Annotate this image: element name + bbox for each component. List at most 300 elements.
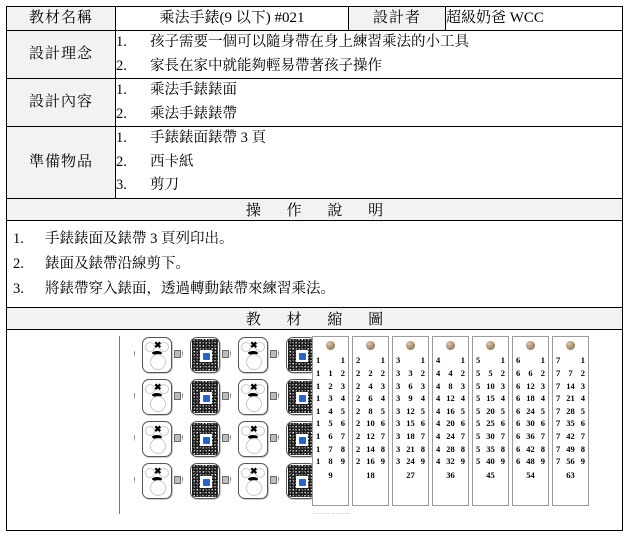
strip-multiplier: 5 bbox=[476, 431, 481, 442]
qr-center-logo-icon bbox=[296, 392, 308, 404]
strip-multiplier: 2 bbox=[356, 355, 361, 366]
strip-total: 63 bbox=[566, 469, 575, 480]
qr-center-logo-icon bbox=[200, 392, 212, 404]
strip-multiplicand: 5 bbox=[500, 405, 505, 416]
material-name-label: 教材名稱 bbox=[7, 7, 116, 31]
strip-row bbox=[553, 392, 588, 405]
strip-multiplier: 6 bbox=[516, 380, 521, 391]
strip-product: 35 bbox=[486, 443, 495, 454]
strip-multiplicand: 5 bbox=[580, 405, 585, 416]
strip-multiplicand: 1 bbox=[420, 355, 425, 366]
strip-multiplier: 4 bbox=[436, 431, 441, 442]
strip-multiplicand: 5 bbox=[460, 405, 465, 416]
strip-multiplier: 5 bbox=[476, 380, 481, 391]
strip-multiplier: 1 bbox=[316, 368, 321, 379]
strip-row bbox=[353, 405, 388, 418]
watch-face-plain bbox=[238, 463, 268, 499]
content-value bbox=[116, 79, 623, 127]
strip-row bbox=[353, 443, 388, 456]
strip-multiplicand: 6 bbox=[540, 418, 545, 429]
strip-row bbox=[433, 392, 468, 405]
list-item-text: 家長在家中就能夠輕易帶著孩子操作 bbox=[150, 57, 382, 74]
strap-bead-icon bbox=[326, 341, 335, 350]
watch-buckle-icon bbox=[174, 392, 181, 400]
strip-product: 14 bbox=[366, 443, 375, 454]
strap-bead-icon bbox=[446, 341, 455, 350]
strip-row bbox=[353, 380, 388, 393]
strip-row bbox=[433, 455, 468, 468]
list-item bbox=[13, 227, 616, 252]
strip-row bbox=[473, 430, 508, 443]
strip-multiplier: 1 bbox=[316, 418, 321, 429]
strip-product: 6 bbox=[528, 368, 533, 379]
strip-total: 27 bbox=[406, 469, 415, 480]
list-item bbox=[13, 277, 616, 302]
strip-row bbox=[313, 354, 348, 367]
list-item-number: 1. bbox=[116, 82, 127, 99]
table-row-concept bbox=[7, 31, 623, 79]
watch-qr-thumbnail bbox=[182, 462, 226, 500]
strip-row bbox=[393, 455, 428, 468]
qr-center-logo-icon bbox=[296, 434, 308, 446]
strip-multiplicand: 9 bbox=[420, 456, 425, 467]
strip-multiplicand: 5 bbox=[340, 405, 345, 416]
strip-multiplicand: 2 bbox=[460, 368, 465, 379]
strip-product: 3 bbox=[408, 368, 413, 379]
list-item bbox=[116, 174, 622, 197]
strip-multiplier: 7 bbox=[556, 418, 561, 429]
strip-multiplicand: 7 bbox=[420, 431, 425, 442]
strip-product: 2 bbox=[328, 380, 333, 391]
watch-face-qr bbox=[190, 337, 220, 373]
strip-row bbox=[393, 443, 428, 456]
watch-face-sheet-preview bbox=[119, 336, 325, 514]
multiplication-strip bbox=[552, 336, 589, 506]
list-item-text: 手錶錶面錶帶 3 頁 bbox=[150, 130, 266, 147]
strip-multiplicand: 2 bbox=[500, 368, 505, 379]
list-item bbox=[116, 79, 622, 102]
strip-product: 3 bbox=[328, 393, 333, 404]
strip-multiplicand: 7 bbox=[380, 431, 385, 442]
strip-product: 12 bbox=[406, 405, 415, 416]
strip-multiplicand: 9 bbox=[580, 456, 585, 467]
strip-multiplicand: 8 bbox=[460, 443, 465, 454]
strip-multiplicand: 8 bbox=[580, 443, 585, 454]
strip-product: 6 bbox=[328, 431, 333, 442]
strip-product: 7 bbox=[328, 443, 333, 454]
table-row-instructions-header bbox=[7, 198, 623, 220]
strip-multiplier: 3 bbox=[396, 368, 401, 379]
strip-product: 7 bbox=[568, 368, 573, 379]
strip-row bbox=[313, 392, 348, 405]
strip-multiplier: 7 bbox=[556, 380, 561, 391]
strip-row bbox=[473, 380, 508, 393]
multiply-symbol-icon: ✖ bbox=[154, 382, 162, 393]
watch-dial-circle-icon bbox=[246, 354, 262, 370]
strip-multiplier: 7 bbox=[556, 405, 561, 416]
watch-face-thumbnail bbox=[134, 462, 178, 500]
strip-multiplicand: 3 bbox=[580, 380, 585, 391]
strip-row bbox=[553, 354, 588, 367]
multiply-symbol-icon: ✖ bbox=[154, 340, 162, 351]
table-row-content bbox=[7, 79, 623, 127]
strip-multiplier: 5 bbox=[476, 368, 481, 379]
strap-bead-icon bbox=[366, 341, 375, 350]
strip-row bbox=[313, 455, 348, 468]
strip-product: 6 bbox=[408, 380, 413, 391]
strip-row bbox=[353, 455, 388, 468]
strip-row bbox=[433, 430, 468, 443]
strip-multiplicand: 1 bbox=[500, 355, 505, 366]
thumbnail-body bbox=[7, 330, 623, 531]
watch-buckle-icon bbox=[270, 476, 277, 484]
strip-row bbox=[553, 430, 588, 443]
strip-product: 16 bbox=[446, 405, 455, 416]
strip-product: 15 bbox=[486, 393, 495, 404]
strip-multiplier: 1 bbox=[316, 380, 321, 391]
strip-product: 8 bbox=[368, 405, 373, 416]
list-item bbox=[116, 103, 622, 126]
watch-face-thumbnail bbox=[230, 378, 274, 416]
watch-row bbox=[134, 378, 325, 416]
strip-multiplier: 2 bbox=[356, 380, 361, 391]
strip-multiplicand: 3 bbox=[460, 380, 465, 391]
watch-row bbox=[134, 336, 325, 374]
strip-product: 56 bbox=[566, 456, 575, 467]
watch-dial-circle-icon bbox=[246, 480, 262, 496]
watch-buckle-icon bbox=[222, 392, 229, 400]
strip-row bbox=[473, 354, 508, 367]
strip-multiplicand: 5 bbox=[380, 405, 385, 416]
strip-product: 18 bbox=[526, 393, 535, 404]
content-label: 設計內容 bbox=[7, 79, 116, 127]
strip-multiplicand: 1 bbox=[340, 355, 345, 366]
strip-row bbox=[513, 443, 548, 456]
watch-face-thumbnail bbox=[230, 420, 274, 458]
strip-multiplier: 3 bbox=[396, 456, 401, 467]
list-item-text: 西卡紙 bbox=[150, 153, 194, 170]
qr-center-logo-icon bbox=[200, 476, 212, 488]
strip-multiplier: 7 bbox=[556, 431, 561, 442]
list-item-number: 2. bbox=[13, 255, 24, 272]
strip-row bbox=[473, 367, 508, 380]
strip-product: 24 bbox=[446, 431, 455, 442]
strip-multiplicand: 7 bbox=[500, 431, 505, 442]
strip-row bbox=[313, 417, 348, 430]
strip-multiplier: 2 bbox=[356, 405, 361, 416]
watch-dial-circle-icon bbox=[150, 438, 166, 454]
strip-multiplier: 7 bbox=[556, 393, 561, 404]
strip-product: 35 bbox=[566, 418, 575, 429]
list-item-number: 1. bbox=[116, 130, 127, 147]
qr-center-logo-icon bbox=[200, 350, 212, 362]
strip-row bbox=[433, 367, 468, 380]
strip-row bbox=[393, 430, 428, 443]
strip-multiplier: 1 bbox=[316, 443, 321, 454]
strip-multiplicand: 1 bbox=[580, 355, 585, 366]
strip-product: 15 bbox=[406, 418, 415, 429]
strip-row bbox=[393, 417, 428, 430]
strip-multiplier: 5 bbox=[476, 443, 481, 454]
strip-product: 18 bbox=[406, 431, 415, 442]
strip-multiplicand: 3 bbox=[420, 380, 425, 391]
watch-face-thumbnail bbox=[134, 336, 178, 374]
materials-label: 準備物品 bbox=[7, 127, 116, 198]
list-item-number: 3. bbox=[13, 280, 24, 297]
strip-multiplicand: 9 bbox=[460, 456, 465, 467]
strip-product: 40 bbox=[486, 456, 495, 467]
watch-qr-thumbnail bbox=[182, 378, 226, 416]
strip-row bbox=[473, 443, 508, 456]
strip-row bbox=[553, 417, 588, 430]
strip-multiplier: 4 bbox=[436, 405, 441, 416]
strip-multiplier: 3 bbox=[396, 380, 401, 391]
strip-multiplicand: 1 bbox=[460, 355, 465, 366]
strip-multiplier: 3 bbox=[396, 418, 401, 429]
strip-total: 18 bbox=[366, 469, 375, 480]
strip-multiplier: 4 bbox=[436, 393, 441, 404]
list-item-number: 1. bbox=[13, 230, 24, 247]
strip-multiplicand: 2 bbox=[420, 368, 425, 379]
watch-buckle-icon bbox=[174, 434, 181, 442]
strip-product: 21 bbox=[566, 393, 575, 404]
strip-multiplier: 7 bbox=[556, 368, 561, 379]
strip-multiplier: 6 bbox=[516, 431, 521, 442]
strip-multiplier: 5 bbox=[476, 418, 481, 429]
watch-face-thumbnail bbox=[134, 378, 178, 416]
watch-dial-circle-icon bbox=[150, 396, 166, 412]
strip-multiplier: 3 bbox=[396, 393, 401, 404]
qr-center-logo-icon bbox=[200, 434, 212, 446]
strip-multiplicand: 8 bbox=[340, 443, 345, 454]
watch-dial-circle-icon bbox=[150, 480, 166, 496]
watch-buckle-icon bbox=[270, 434, 277, 442]
strip-row bbox=[313, 443, 348, 456]
instructions-body bbox=[7, 220, 623, 308]
concept-label: 設計理念 bbox=[7, 31, 116, 79]
strip-product: 12 bbox=[366, 431, 375, 442]
strip-product: 4 bbox=[368, 380, 373, 391]
multiplication-strip-group bbox=[312, 336, 602, 506]
strip-row bbox=[513, 455, 548, 468]
list-item-number: 3. bbox=[116, 177, 127, 194]
multiplication-strip bbox=[392, 336, 429, 506]
strip-multiplier: 6 bbox=[516, 456, 521, 467]
strip-multiplicand: 6 bbox=[500, 418, 505, 429]
strip-multiplicand: 7 bbox=[460, 431, 465, 442]
strip-multiplier: 5 bbox=[476, 393, 481, 404]
strip-multiplicand: 3 bbox=[380, 380, 385, 391]
designer-value: 超級奶爸 WCC bbox=[446, 7, 623, 31]
watch-face-plain bbox=[142, 379, 172, 415]
watch-buckle-icon bbox=[174, 350, 181, 358]
strip-multiplier: 5 bbox=[476, 355, 481, 366]
strip-multiplicand: 1 bbox=[540, 355, 545, 366]
strip-multiplicand: 7 bbox=[540, 431, 545, 442]
watch-row bbox=[134, 420, 325, 458]
strip-product: 10 bbox=[486, 380, 495, 391]
strip-row bbox=[393, 392, 428, 405]
strip-row bbox=[513, 417, 548, 430]
lesson-plan-table bbox=[6, 6, 623, 531]
thumbnail-section-title: 教 材 縮 圖 bbox=[7, 308, 623, 330]
strip-multiplier: 4 bbox=[436, 368, 441, 379]
watch-strap-sheet-preview bbox=[312, 336, 602, 524]
strip-row bbox=[473, 392, 508, 405]
strip-product: 28 bbox=[566, 405, 575, 416]
strap-bead-icon bbox=[566, 341, 575, 350]
strip-row bbox=[433, 443, 468, 456]
strip-multiplicand: 6 bbox=[340, 418, 345, 429]
strip-multiplicand: 6 bbox=[460, 418, 465, 429]
strip-product: 30 bbox=[526, 418, 535, 429]
multiplication-strip bbox=[512, 336, 549, 506]
strip-multiplier: 1 bbox=[316, 355, 321, 366]
strip-row bbox=[353, 392, 388, 405]
list-item bbox=[116, 55, 622, 78]
strip-multiplicand: 4 bbox=[500, 393, 505, 404]
strip-row bbox=[513, 405, 548, 418]
strip-multiplicand: 3 bbox=[500, 380, 505, 391]
strip-multiplier: 2 bbox=[356, 456, 361, 467]
watch-face-plain bbox=[142, 337, 172, 373]
strip-multiplier: 5 bbox=[476, 405, 481, 416]
list-item bbox=[116, 127, 622, 150]
list-item-number: 1. bbox=[116, 34, 127, 51]
watch-face-plain bbox=[142, 463, 172, 499]
multiply-symbol-icon: ✖ bbox=[250, 340, 258, 351]
strip-row bbox=[393, 380, 428, 393]
strip-row bbox=[433, 354, 468, 367]
watch-buckle-icon bbox=[270, 350, 277, 358]
strip-multiplier: 3 bbox=[396, 443, 401, 454]
multiplication-strip bbox=[352, 336, 389, 506]
strip-row bbox=[473, 417, 508, 430]
strip-multiplicand: 9 bbox=[500, 456, 505, 467]
strip-multiplier: 2 bbox=[356, 443, 361, 454]
table-row-title bbox=[7, 7, 623, 31]
multiply-symbol-icon: ✖ bbox=[250, 466, 258, 477]
strip-row bbox=[353, 430, 388, 443]
list-item-text: 手錶錶面及錶帶 3 頁列印出。 bbox=[45, 230, 234, 247]
strip-multiplier: 7 bbox=[556, 443, 561, 454]
strip-multiplier: 6 bbox=[516, 405, 521, 416]
materials-list bbox=[116, 127, 622, 197]
list-item-number: 2. bbox=[116, 57, 127, 74]
thumbnail-canvas bbox=[7, 330, 622, 530]
watch-face-plain bbox=[142, 421, 172, 457]
concept-list bbox=[116, 31, 622, 78]
strip-product: 24 bbox=[406, 456, 415, 467]
strip-product: 16 bbox=[366, 456, 375, 467]
watch-face-thumbnail bbox=[134, 420, 178, 458]
watch-face-qr bbox=[190, 379, 220, 415]
strip-multiplier: 3 bbox=[396, 405, 401, 416]
strip-multiplier: 6 bbox=[516, 368, 521, 379]
strip-product: 5 bbox=[328, 418, 333, 429]
strip-multiplier: 5 bbox=[476, 456, 481, 467]
strip-multiplier: 7 bbox=[556, 456, 561, 467]
instructions-list bbox=[7, 221, 622, 308]
strip-multiplicand: 4 bbox=[340, 393, 345, 404]
list-item-number: 2. bbox=[116, 153, 127, 170]
strip-row bbox=[553, 405, 588, 418]
strip-multiplicand: 9 bbox=[540, 456, 545, 467]
strip-product: 25 bbox=[486, 418, 495, 429]
strip-multiplicand: 8 bbox=[500, 443, 505, 454]
watch-dial-circle-icon bbox=[246, 396, 262, 412]
strip-multiplier: 3 bbox=[396, 431, 401, 442]
strip-multiplicand: 2 bbox=[540, 368, 545, 379]
watch-face-plain bbox=[238, 379, 268, 415]
watch-buckle-icon bbox=[222, 350, 229, 358]
multiply-symbol-icon: ✖ bbox=[154, 466, 162, 477]
watch-face-thumbnail bbox=[230, 462, 274, 500]
multiplication-strip bbox=[432, 336, 469, 506]
strip-product: 1 bbox=[328, 368, 333, 379]
strip-multiplier: 2 bbox=[356, 431, 361, 442]
list-item-text: 乘法手錶錶帶 bbox=[150, 105, 237, 122]
watch-face-plain bbox=[238, 421, 268, 457]
thumbnail-micro-caption: ••••• ••• •••••••• •••• •••••••••••••• bbox=[312, 512, 351, 516]
strip-multiplicand: 2 bbox=[340, 368, 345, 379]
strip-multiplicand: 4 bbox=[540, 393, 545, 404]
watch-buckle-icon bbox=[222, 434, 229, 442]
materials-value bbox=[116, 127, 623, 198]
strip-product: 24 bbox=[526, 405, 535, 416]
strip-multiplier: 1 bbox=[316, 405, 321, 416]
strip-multiplicand: 9 bbox=[340, 456, 345, 467]
strip-product: 20 bbox=[486, 405, 495, 416]
strip-multiplicand: 6 bbox=[580, 418, 585, 429]
content-list bbox=[116, 79, 622, 126]
strip-row bbox=[553, 455, 588, 468]
strip-total: 54 bbox=[526, 469, 535, 480]
strip-multiplier: 1 bbox=[316, 393, 321, 404]
list-item bbox=[13, 252, 616, 277]
watch-buckle-icon bbox=[222, 476, 229, 484]
strip-product: 10 bbox=[366, 418, 375, 429]
strip-row bbox=[353, 354, 388, 367]
table-row-instructions bbox=[7, 220, 623, 308]
strip-product: 36 bbox=[526, 431, 535, 442]
watch-dial-circle-icon bbox=[246, 438, 262, 454]
strap-bead-icon bbox=[486, 341, 495, 350]
strip-product: 2 bbox=[368, 368, 373, 379]
strip-multiplier: 4 bbox=[436, 418, 441, 429]
list-item-text: 將錶帶穿入錶面，透過轉動錶帶來練習乘法。 bbox=[45, 280, 335, 297]
list-item-text: 剪刀 bbox=[150, 177, 179, 194]
strip-row bbox=[553, 380, 588, 393]
strip-total: 45 bbox=[486, 469, 495, 480]
strip-row bbox=[313, 430, 348, 443]
strip-row bbox=[433, 417, 468, 430]
strip-total: 9 bbox=[328, 469, 333, 480]
watch-face-qr bbox=[190, 421, 220, 457]
strip-row bbox=[513, 430, 548, 443]
material-name-value: 乘法手錶(9 以下) #021 bbox=[116, 7, 349, 31]
strap-bead-icon bbox=[406, 341, 415, 350]
strip-row bbox=[313, 367, 348, 380]
strip-multiplier: 2 bbox=[356, 368, 361, 379]
strip-product: 5 bbox=[488, 368, 493, 379]
strip-multiplicand: 8 bbox=[420, 443, 425, 454]
instructions-section-title: 操 作 說 明 bbox=[7, 198, 623, 220]
strip-row bbox=[313, 405, 348, 418]
strip-product: 42 bbox=[526, 443, 535, 454]
strip-row bbox=[433, 405, 468, 418]
table-row-thumbnail-header bbox=[7, 308, 623, 330]
